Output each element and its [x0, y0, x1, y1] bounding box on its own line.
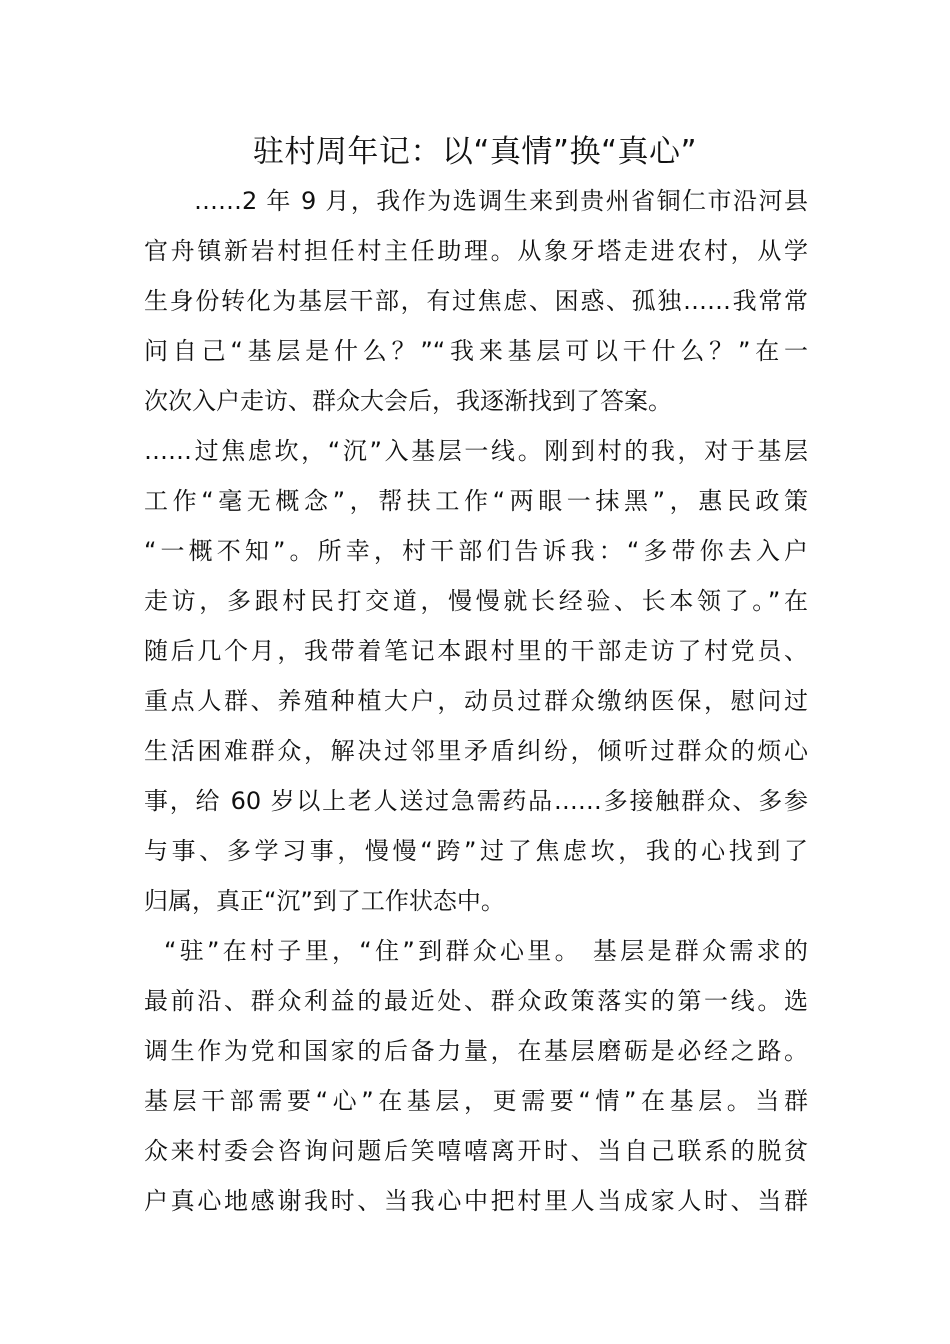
text-line: 次次入户走访、群众大会后，我逐渐找到了答案。 [144, 387, 672, 415]
text-line: 走访，多跟村民打交道，慢慢就长经验、长本领了。”在 [144, 587, 808, 615]
text-line: 重点人群、养殖种植大户，动员过群众缴纳医保，慰问过 [144, 687, 808, 715]
text-line: “驻”在村子里，“住”到群众心里。 基层是群众需求的 [164, 937, 808, 965]
text-line: 生身份转化为基层干部，有过焦虑、困惑、孤独……我常常 [144, 287, 808, 315]
text-line: 工作“毫无概念”，帮扶工作“两眼一抹黑”，惠民政策 [144, 487, 808, 515]
text-line: 与事、多学习事，慢慢“跨”过了焦虑坎，我的心找到了 [144, 837, 808, 865]
text-line: 众来村委会咨询问题后笑嘻嘻离开时、当自己联系的脱贫 [144, 1137, 808, 1165]
document-title: 驻村周年记：以“真情”换“真心” [252, 134, 698, 170]
text-line: ……2 年 9 月，我作为选调生来到贵州省铜仁市沿河县 [194, 187, 808, 215]
text-line: ……过焦虑坎，“沉”入基层一线。刚到村的我，对于基层 [144, 437, 808, 465]
text-line: “一概不知”。所幸，村干部们告诉我：“多带你去入户 [144, 537, 808, 565]
text-line: 调生作为党和国家的后备力量，在基层磨砺是必经之路。 [144, 1037, 808, 1065]
text-line: 生活困难群众，解决过邻里矛盾纠纷，倾听过群众的烦心 [144, 737, 808, 765]
text-line: 归属，真正“沉”到了工作状态中。 [144, 887, 505, 915]
text-line: 官舟镇新岩村担任村主任助理。从象牙塔走进农村，从学 [144, 237, 808, 265]
text-line: 随后几个月，我带着笔记本跟村里的干部走访了村党员、 [144, 637, 808, 665]
text-line: 问自己“基层是什么？”“我来基层可以干什么？”在一 [144, 337, 808, 365]
text-line: 基层干部需要“心”在基层，更需要“情”在基层。当群 [144, 1087, 808, 1115]
text-line: 事，给 60 岁以上老人送过急需药品……多接触群众、多参 [144, 787, 808, 815]
text-line: 最前沿、群众利益的最近处、群众政策落实的第一线。选 [144, 987, 808, 1015]
text-line: 户真心地感谢我时、当我心中把村里人当成家人时、当群 [144, 1187, 808, 1215]
